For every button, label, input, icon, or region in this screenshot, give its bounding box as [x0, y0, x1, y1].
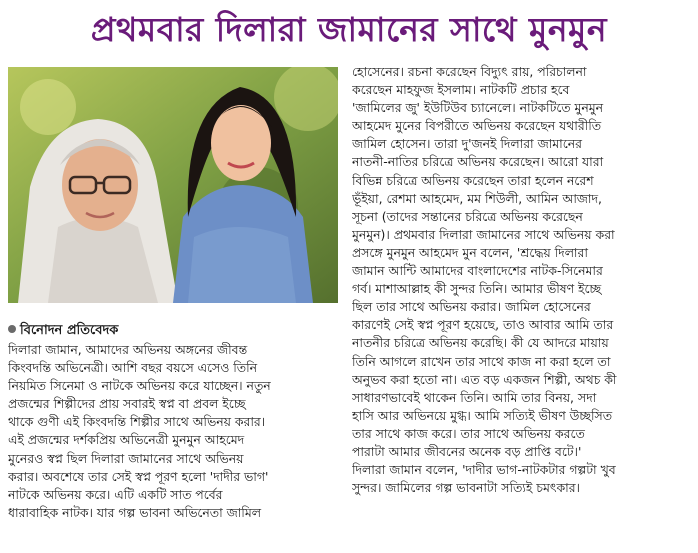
text-line: প্রজন্মের শিল্পীদের প্রায় সবারই স্বপ্ন বা প্রবল ইচ্ছে — [8, 396, 246, 412]
text-line: করেছেন মাহফুজ ইসলাম। নাটকটি প্রচার হবে — [352, 82, 570, 98]
article-column-right — [352, 63, 692, 497]
text-line: থাকে গুণী এই কিংবদন্তি শিল্পীর সাথে অভিনয় করার। — [8, 414, 266, 430]
text-line: দিলারা জামান বলেন, 'দাদীর ভাগ-নাটকটার গল্পটা খুব — [352, 462, 616, 478]
article-column-left — [8, 341, 338, 522]
text-line: হাসি আর অভিনয়ে মুগ্ধ। আমি সত্যিই ভীষণ উচ্ছসিত — [352, 407, 613, 423]
text-line: সাধারণভাবেই থাকেন তিনি। আমি তার বিনয়, সদা — [352, 389, 597, 405]
text-line: কিংবদন্তি অভিনেত্রী। আশি বছর বয়সে এসেও তিনি — [8, 360, 258, 376]
text-line: তার সাথে কাজ করে। তার সাথে অভিনয় করতে — [352, 425, 585, 441]
text-line: করার। অবশেষে তার সেই স্বপ্ন পূরণ হলো 'দাদীর ভাগ' — [8, 468, 269, 484]
text-line: নাতনী-নাতির চরিত্রে অভিনয় করেছেন। আরো যারা — [352, 154, 604, 170]
article-photo — [8, 67, 338, 303]
text-line: আহমেদ মুনের বিপরীতে অভিনয় করেছেন যথারীতি — [352, 118, 602, 134]
text-line: কারণেই সেই স্বপ্ন পূরণ হয়েছে, তাও আবার আমি তার — [352, 317, 614, 333]
text-line: বিভিন্ন চরিত্রে অভিনয় করেছেন তারা হলেন নরেশ — [352, 172, 594, 188]
text-line: অনুভব করা হতো না। এত বড় একজন শিল্পী, অথচ কী — [352, 371, 617, 387]
text-line: ছিল তার সাথে অভিনয় করার। জামিল হোসেনের — [352, 299, 591, 315]
text-line: মুনমুন)। প্রথমবার দিলারা জামানের সাথে অভিনয় করা — [352, 226, 615, 242]
text-line: জামান আন্টি আমাদের বাংলাদেশের নাটক-সিনেমার — [352, 263, 603, 279]
text-line: 'জামিলের জু' ইউটিউব চ্যানেলে। নাটকটিতে মুনমুন — [352, 100, 604, 116]
text-line: গর্ব। মাশাআল্লাহ কী সুন্দর তিনি। আমার ভীষণ ইচ্ছে — [352, 281, 602, 297]
text-line: জামিল হোসেন। তারা দু'জনই দিলারা জামানের — [352, 136, 582, 152]
text-line: সূচনা (তাদের সন্তানের চরিত্রে অভিনয় করেছেন — [352, 208, 583, 224]
text-line: ধারাবাহিক নাটক। যার গল্প ভাবনা অভিনেতা জামিল — [8, 504, 261, 520]
text-line: তিনি আগলে রাখেন তার সাথে কাজ না করা হলে তা — [352, 353, 611, 369]
text-line: হোসেনের। রচনা করেছেন বিদ্যুৎ রায়, পরিচালনা — [352, 64, 587, 79]
text-line: নিয়মিত সিনেমা ও নাটকে অভিনয় করে যাচ্ছেন। নতুন — [8, 378, 271, 394]
byline-bullet-icon — [8, 325, 16, 333]
text-line: প্রসঙ্গে মুনমুন আহমেদ মুন বলেন, 'শ্রদ্ধেয় দিলারা — [352, 244, 588, 260]
text-line: নাটকে অভিনয় করে। এটি একটি সাত পর্বের — [8, 486, 223, 502]
text-line: পারাটা আমার জীবনের অনেক বড় প্রাপ্তি বটে।' — [352, 443, 582, 459]
headline: প্রথমবার দিলারা জামানের সাথে মুনমুন — [90, 10, 608, 49]
text-line: নাতনীর চরিত্রে অভিনয় করেছি। কী যে আদরে মায়ায় — [352, 335, 609, 351]
text-line: দিলারা জামান, আমাদের অভিনয় অঙ্গনের জীবন্ত — [8, 342, 248, 357]
byline-text: বিনোদন প্রতিবেদক — [20, 323, 119, 338]
text-line: সুন্দর। জামিলের গল্প ভাবনাটা সত্যিই চমৎকার। — [352, 480, 580, 496]
byline — [8, 322, 338, 340]
text-line: ভূঁইয়া, রেশমা আহমেদ, মম শিউলী, আমিন আজাদ, — [352, 190, 602, 206]
text-line: এই প্রজন্মের দর্শকপ্রিয় অভিনেত্রী মুনমুন আহমেদ — [8, 432, 245, 448]
text-line: মুনেরও স্বপ্ন ছিল দিলারা জামানের সাথে অভিনয় — [8, 450, 244, 466]
photo-illustration — [8, 67, 338, 303]
